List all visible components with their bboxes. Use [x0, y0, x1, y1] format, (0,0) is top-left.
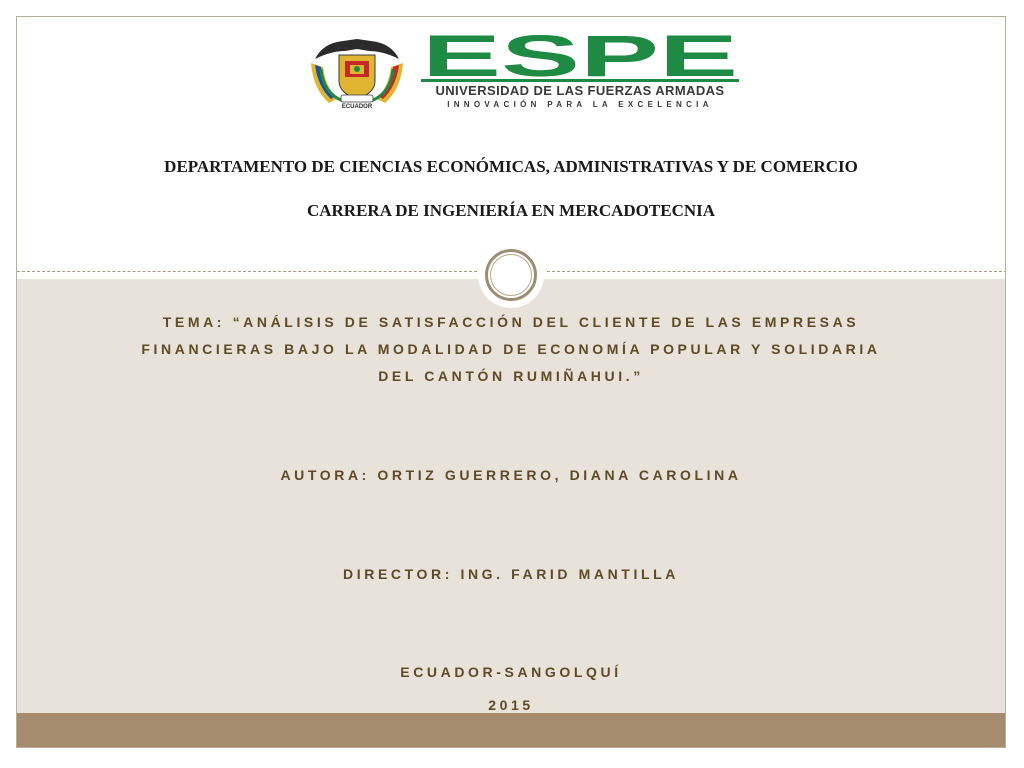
location: ECUADOR-SANGOLQUÍ	[400, 664, 622, 680]
brand-name: ESPE	[422, 31, 738, 79]
coat-of-arms-icon	[303, 29, 411, 109]
topic-line-3: DEL CANTÓN RUMIÑAHUI.”	[378, 368, 644, 384]
slide	[16, 16, 1006, 748]
university-name: UNIVERSIDAD DE LAS FUERZAS ARMADAS	[435, 83, 725, 98]
brand-rule	[421, 79, 739, 82]
footer-bar	[17, 713, 1005, 747]
director: DIRECTOR: ING. FARID MANTILLA	[343, 566, 679, 582]
ornament-ring-inner	[490, 254, 532, 296]
year: 2015	[488, 697, 534, 713]
topic-line-2: FINANCIERAS BAJO LA MODALIDAD DE ECONOMÍA POPULAR Y SOLIDARIA	[141, 341, 881, 357]
topic-line-1: TEMA: “ANÁLISIS DE SATISFACCIÓN DEL CLIENTE DE LAS EMPRESAS	[162, 314, 860, 330]
career-title: CARRERA DE INGENIERÍA EN MERCADOTECNIA	[306, 201, 716, 220]
divider-left	[17, 271, 477, 272]
university-motto: INNOVACIÓN PARA LA EXCELENCIA	[447, 100, 713, 109]
seal-label: ECUADOR	[341, 104, 373, 109]
department-title: DEPARTAMENTO DE CIENCIAS ECONÓMICAS, ADMINISTRATIVAS Y DE COMERCIO	[164, 157, 858, 176]
espe-wordmark	[421, 31, 739, 79]
author: AUTORA: ORTIZ GUERRERO, DIANA CAROLINA	[280, 467, 742, 483]
espe-logo	[303, 29, 743, 111]
divider-right	[547, 271, 1006, 272]
brand-block	[421, 31, 741, 109]
